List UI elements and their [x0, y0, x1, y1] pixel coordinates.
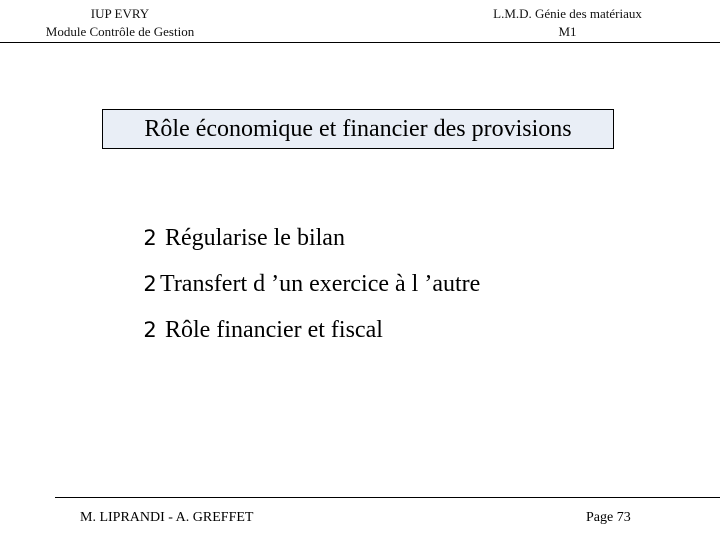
slide-title: Rôle économique et financier des provisions — [102, 109, 614, 149]
bullet-item — [140, 318, 480, 342]
header-program: IUP EVRY — [90, 6, 150, 21]
page-number: Page 73 — [586, 510, 631, 525]
bullet-text: Rôle financier et fiscal — [165, 316, 383, 343]
header-module: Module Contrôle de Gestion — [45, 24, 195, 39]
bullet-list — [140, 226, 480, 364]
bullet-text: Transfert d ’un exercice à l ’autre — [160, 270, 481, 297]
header-right — [460, 5, 675, 41]
bullet-icon: 2 — [143, 318, 157, 342]
bullet-item — [140, 272, 480, 296]
bullet-icon: 2 — [143, 226, 157, 250]
bullet-item — [140, 226, 480, 250]
bullet-text: Régularise le bilan — [165, 224, 345, 251]
header-degree: L.M.D. Génie des matériaux — [493, 6, 642, 21]
footer-divider — [55, 497, 720, 498]
header-left — [20, 5, 220, 41]
header-divider — [0, 42, 720, 43]
bullet-icon: 2 — [143, 272, 157, 296]
footer-authors: M. LIPRANDI - A. GREFFET — [80, 510, 254, 525]
header-level: M1 — [558, 24, 577, 39]
